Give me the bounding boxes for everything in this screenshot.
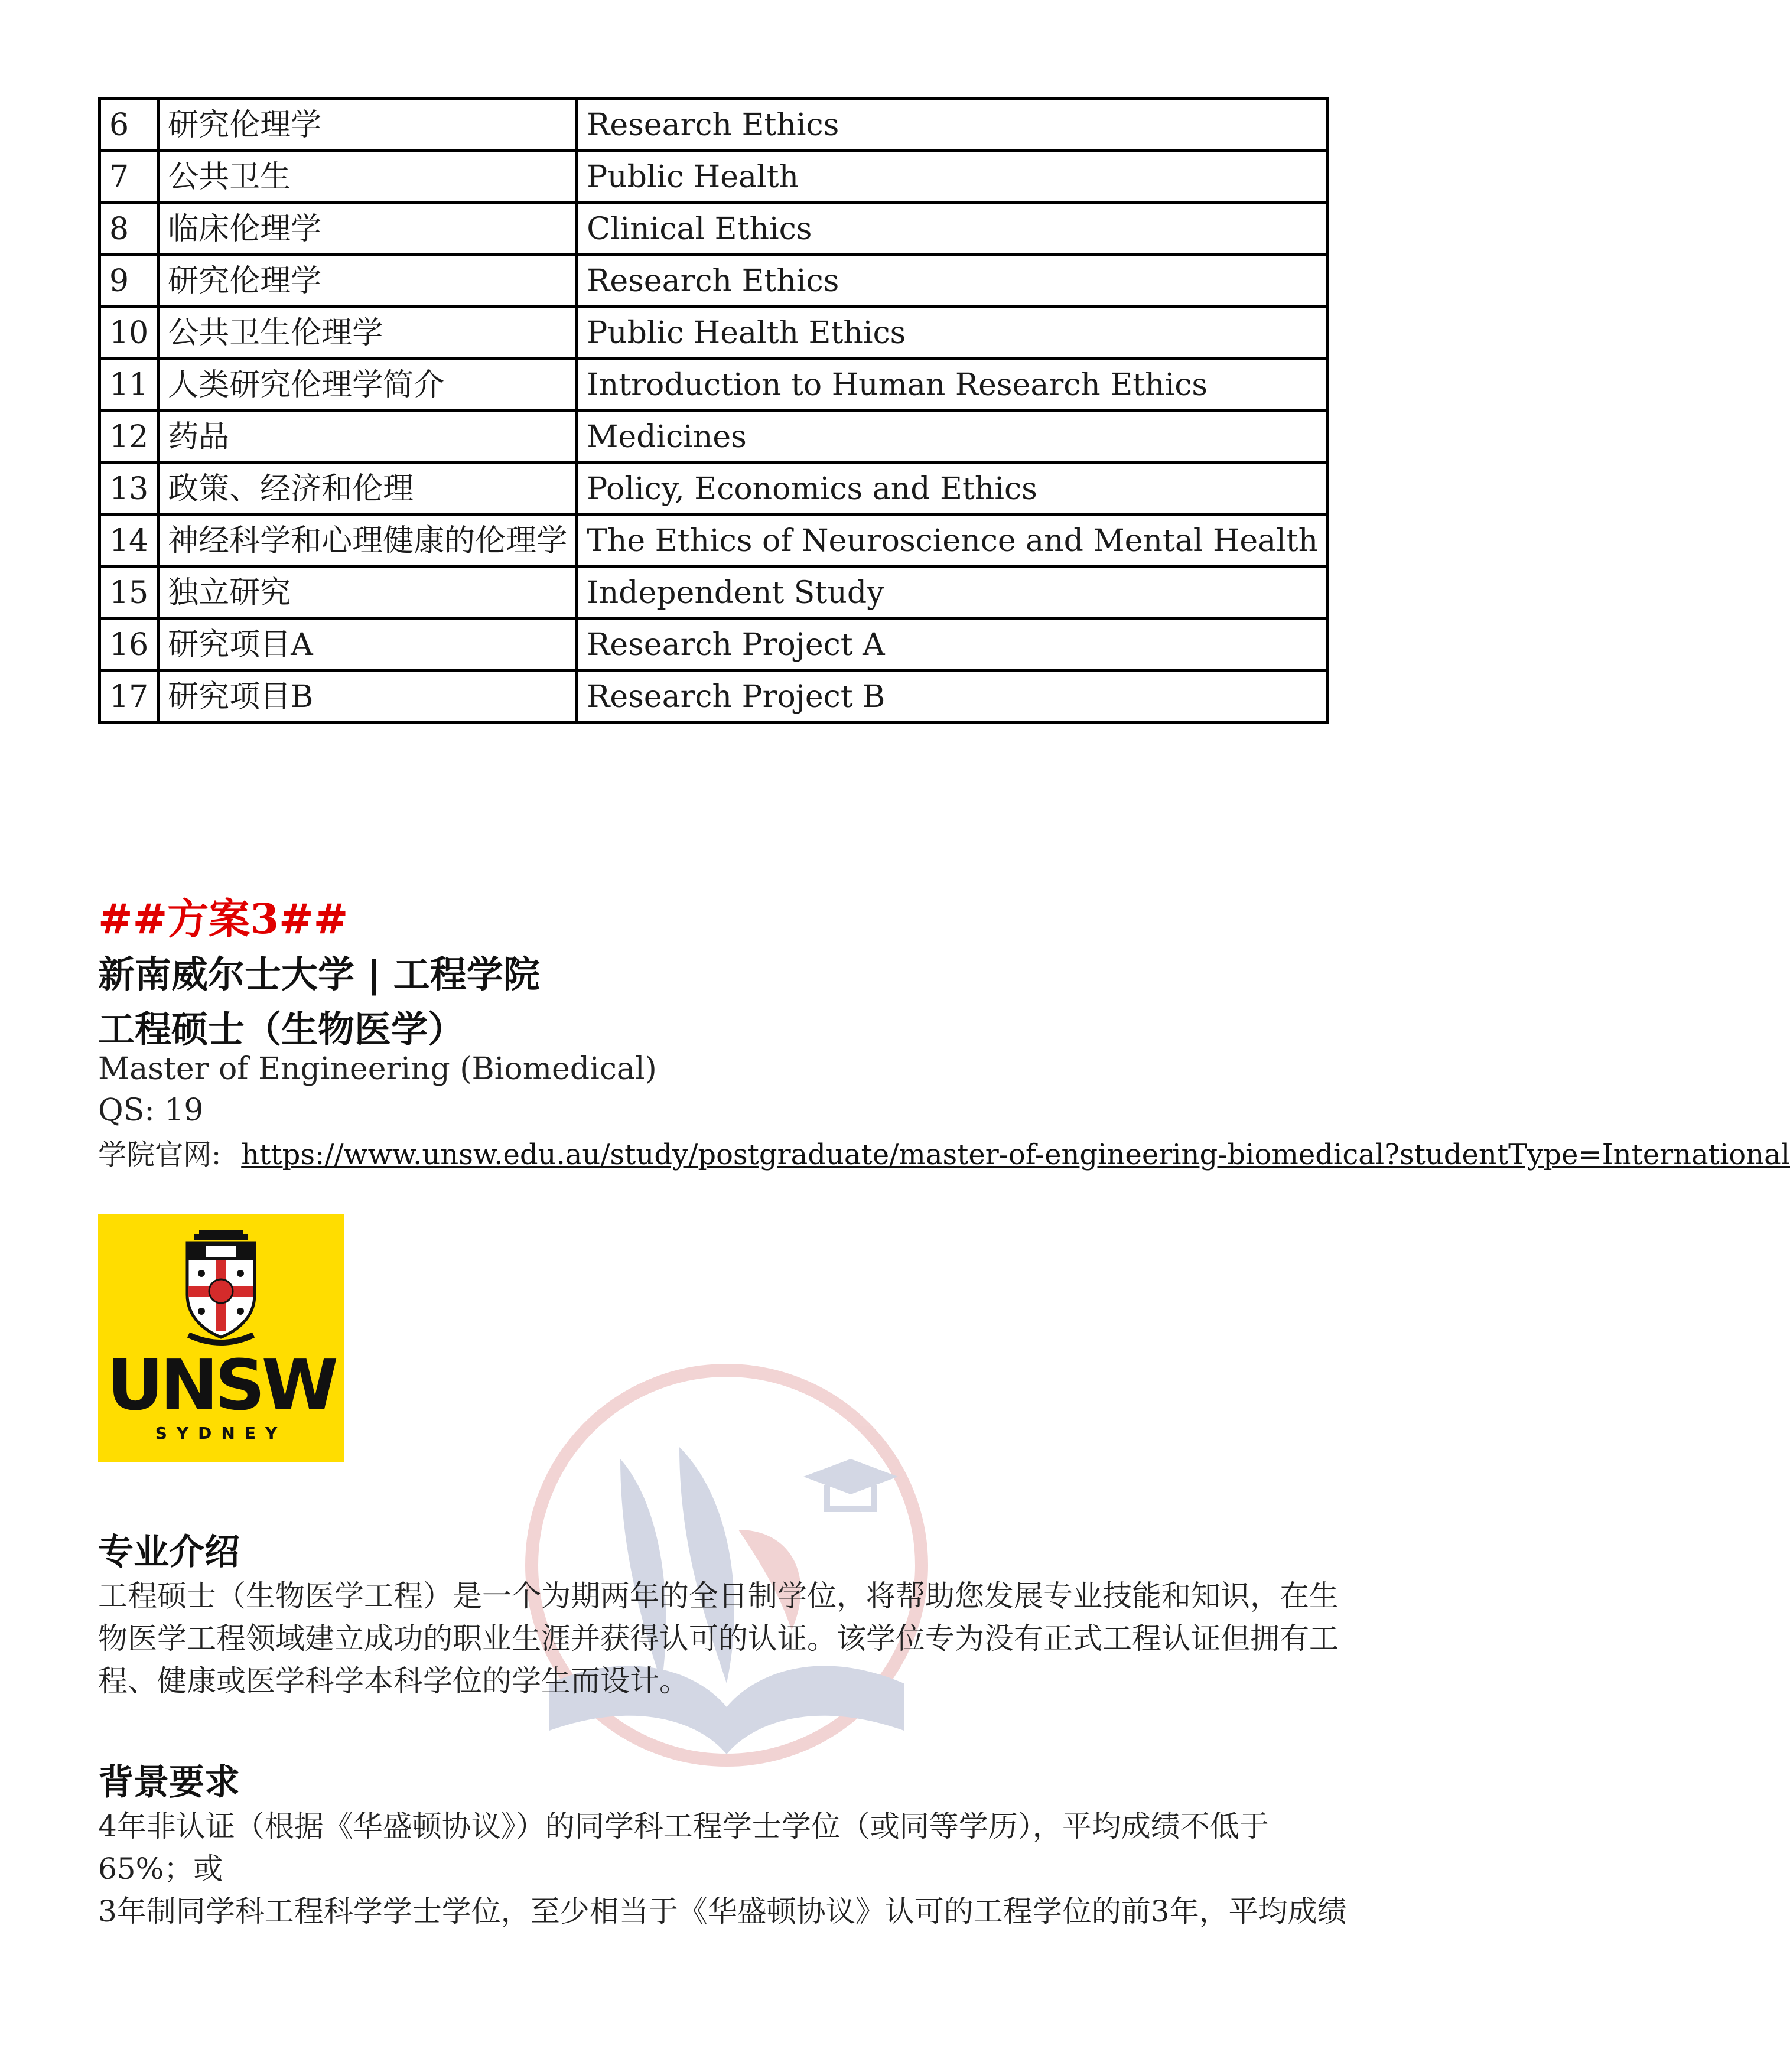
course-name-en: Clinical Ethics <box>577 203 1328 255</box>
table-row <box>100 411 1328 463</box>
requirements-paragraph <box>98 1805 1350 1933</box>
course-name-en: Research Project B <box>577 671 1328 723</box>
course-name-en: Independent Study <box>577 567 1328 619</box>
course-name-en: Policy, Economics and Ethics <box>577 463 1328 515</box>
course-number: 10 <box>100 307 158 359</box>
course-name-zh: 研究伦理学 <box>158 99 577 151</box>
degree-title-en: Master of Engineering (Biomedical) <box>98 1051 657 1087</box>
course-name-zh: 研究项目B <box>158 671 577 723</box>
table-row <box>100 151 1328 203</box>
degree-title-zh: 工程硕士（生物医学） <box>98 1008 465 1051</box>
course-name-zh: 药品 <box>158 411 577 463</box>
course-name-zh: 公共卫生 <box>158 151 577 203</box>
unsw-city: SYDNEY <box>155 1423 287 1443</box>
course-number: 15 <box>100 567 158 619</box>
course-number: 7 <box>100 151 158 203</box>
intro-heading: 专业介绍 <box>98 1532 240 1573</box>
course-name-zh: 研究伦理学 <box>158 255 577 307</box>
course-name-en: Medicines <box>577 411 1328 463</box>
course-number: 11 <box>100 359 158 411</box>
qs-ranking: QS: 19 <box>98 1093 204 1128</box>
table-row <box>100 203 1328 255</box>
plan-heading: ##方案3## <box>98 894 349 943</box>
unsw-crest-icon <box>177 1230 265 1348</box>
requirements-line: 3年制同学科工程科学学士学位，至少相当于《华盛顿协议》认可的工程学位的前3年，平均成绩 <box>98 1894 1347 1928</box>
requirements-line: 4年非认证（根据《华盛顿协议》）的同学科工程学士学位（或同等学历），平均成绩不低于 <box>98 1809 1269 1843</box>
course-name-zh: 独立研究 <box>158 567 577 619</box>
website-line <box>98 1132 1790 1172</box>
course-name-en: Introduction to Human Research Ethics <box>577 359 1328 411</box>
unsw-wordmark: UNSW <box>107 1344 335 1426</box>
course-name-en: The Ethics of Neuroscience and Mental Health <box>577 515 1328 567</box>
table-row <box>100 619 1328 671</box>
course-number: 6 <box>100 99 158 151</box>
intro-paragraph <box>98 1575 1350 1702</box>
website-label: 学院官网: <box>98 1138 222 1171</box>
table-row <box>100 463 1328 515</box>
course-name-zh: 研究项目A <box>158 619 577 671</box>
intro-line: 程、健康或医学科学本科学位的学生而设计。 <box>98 1664 689 1698</box>
course-name-zh: 临床伦理学 <box>158 203 577 255</box>
course-name-zh: 人类研究伦理学简介 <box>158 359 577 411</box>
course-name-en: Research Ethics <box>577 255 1328 307</box>
table-row <box>100 671 1328 723</box>
table-row <box>100 515 1328 567</box>
course-number: 13 <box>100 463 158 515</box>
course-number: 8 <box>100 203 158 255</box>
website-link[interactable]: https://www.unsw.edu.au/study/postgraduate/master-of-engineering-biomedical?studentType=International <box>241 1138 1790 1171</box>
table-row <box>100 99 1328 151</box>
requirements-line: 65%；或 <box>98 1852 223 1886</box>
course-name-en: Research Project A <box>577 619 1328 671</box>
course-name-en: Public Health <box>577 151 1328 203</box>
course-name-zh: 神经科学和心理健康的伦理学 <box>158 515 577 567</box>
course-number: 9 <box>100 255 158 307</box>
course-name-zh: 公共卫生伦理学 <box>158 307 577 359</box>
course-name-en: Research Ethics <box>577 99 1328 151</box>
intro-line: 物医学工程领域建立成功的职业生涯并获得认可的认证。该学位专为没有正式工程认证但拥有工 <box>98 1621 1339 1656</box>
table-row <box>100 255 1328 307</box>
course-name-zh: 政策、经济和伦理 <box>158 463 577 515</box>
table-row <box>100 359 1328 411</box>
course-number: 16 <box>100 619 158 671</box>
table-row <box>100 567 1328 619</box>
course-number: 17 <box>100 671 158 723</box>
course-name-en: Public Health Ethics <box>577 307 1328 359</box>
course-table <box>98 97 1329 724</box>
intro-line: 工程硕士（生物医学工程）是一个为期两年的全日制学位，将帮助您发展专业技能和知识，在生 <box>98 1579 1339 1613</box>
requirements-heading: 背景要求 <box>98 1762 240 1803</box>
table-row <box>100 307 1328 359</box>
course-number: 12 <box>100 411 158 463</box>
unsw-logo <box>98 1214 344 1462</box>
course-number: 14 <box>100 515 158 567</box>
school-title: 新南威尔士大学 | 工程学院 <box>98 953 540 996</box>
